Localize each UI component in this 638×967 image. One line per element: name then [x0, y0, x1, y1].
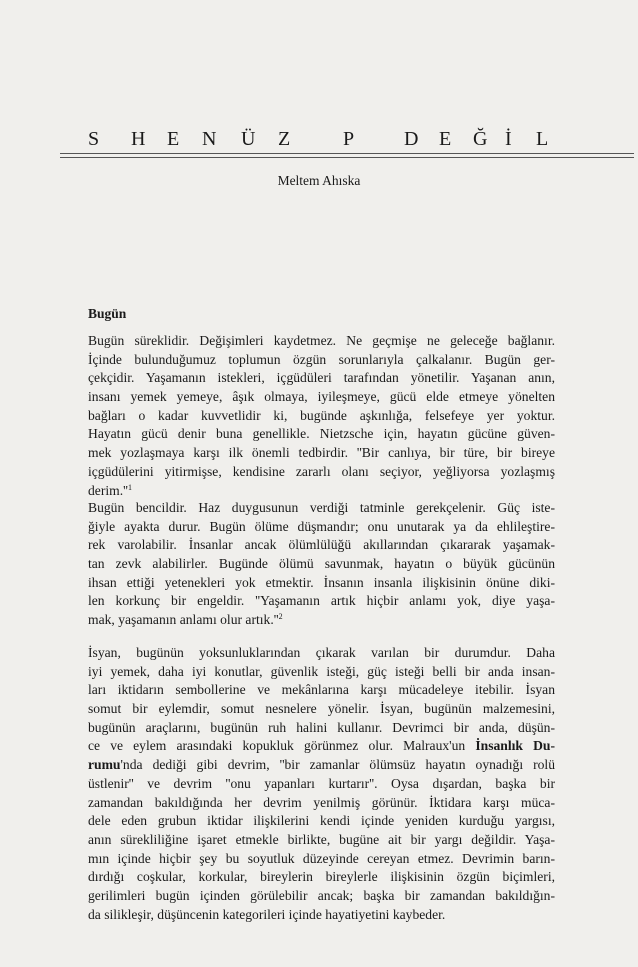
title-letter: S — [88, 128, 100, 150]
text-line — [88, 482, 555, 501]
text-line: mek yozlaşmaya karşı ilk önemli tedbirdir. ''Bir canlıya, bir türe, bir bireye — [88, 445, 555, 461]
text-line: mın içinde hiçbir şey bu soyutluk düzeyinde cereyan etmez. Devrimin barın- — [88, 850, 555, 866]
text-line: bugünün araçlarını, bugünün ruh halini kullanır. Devrimci bir anda, düşün- — [88, 719, 555, 735]
text-line: İçinde bulunduğumuz toplumun özgün sorunlarıyla çalkalanır. Bugün ger- — [88, 351, 555, 367]
title-letter: İ — [505, 128, 512, 150]
text-line: dele eden grubun iktidar ilişkilerini kendi içinde yeniden kurduğu yargısı, — [88, 813, 555, 829]
text-line: çekçidir. Yaşamanın istekleri, içgüdüleri tarafından yönetilir. Yaşanan anın, — [88, 370, 555, 386]
text-line: tan zevk alabilirler. Bugünde ölümü savunmak, hayatın o büyük gücünün — [88, 556, 555, 572]
title-letter: N — [202, 128, 217, 150]
title-letter: E — [167, 128, 180, 150]
text-line: ğiyle ayakta durur. Bugün ölüme düşmandır; onu unutarak ya da ehlileştire- — [88, 518, 555, 534]
text-line: gerilimleri bugün içinden görülebilir ancak; başka bir zamandan bakıldığın- — [88, 887, 555, 903]
paragraph-1 — [88, 332, 555, 500]
text-line: rek varolabilir. İnsanlar ancak ölümlülüğü akıllarından çıkararak yaşamak- — [88, 537, 555, 553]
text-line: bağları o kadar kuvvetlidir ki, bugünde aşkınlığa, felsefeye yer yoktur. — [88, 407, 555, 423]
title-rule-top — [60, 153, 634, 154]
title-rule-bottom — [60, 157, 634, 158]
text-line — [88, 737, 555, 756]
title-letter: D — [404, 128, 419, 150]
text-line — [88, 756, 555, 775]
text-fragment: derim.'' — [88, 482, 129, 498]
text-line: somut bir eylemdir, somut nesnelere yönelir. İsyan, bugünün malzemesini, — [88, 701, 555, 717]
book-title-bold: İnsanlık Du- — [475, 738, 556, 754]
paragraph-3 — [88, 644, 555, 924]
text-line: Bugün bencildir. Haz duygusunun verdiği tatminle gerekçelenir. Güç iste- — [88, 500, 555, 515]
text-line: Hayatın gücü denir buna genellikle. Nietzsche için, hayatın gücüne güven- — [88, 426, 555, 442]
footnote-marker: 2 — [278, 612, 283, 622]
title-letter: H — [131, 128, 146, 150]
book-title-bold: rumu — [88, 757, 121, 773]
title-letter: L — [536, 128, 549, 150]
text-line: insanı yemek yemeye, âşık olmaya, iyileşmeye, gücü elde etmeye yönelten — [88, 389, 555, 405]
text-line: ları iktidarın sembollerine ve mekânlarına karşı mücadeleye itebilir. İsyan — [88, 682, 555, 698]
text-line: üstlenir'' ve devrim ''onu yapanları kurtarır''. Oysa dışardan, başka bir — [88, 775, 555, 791]
text-line: ihsan ettiği yetenekleri yok etmektir. İnsanın insanla ilişkisinin önüne diki- — [88, 574, 555, 590]
text-fragment: ce ve eylem arasındaki kopukluk görünmez olur. Malraux'un — [88, 738, 466, 754]
text-line: zamandan bakıldığında her devrim yenilmiş görünür. İktidara karşı müca- — [88, 794, 555, 810]
text-line: iyi yemek, daha iyi konutlar, güvenlik isteği, güç isteği belli bir anda insan- — [88, 663, 555, 679]
author-name: Meltem Ahıska — [277, 173, 361, 188]
title-letter: Z — [278, 128, 291, 150]
text-line — [88, 611, 555, 630]
text-fragment: 'nda dediği gibi devrim, ''bir zamanlar ölümsüz hayatın oynadığı rolü — [120, 757, 555, 773]
text-line: Bugün süreklidir. Değişimleri kaydetmez. Ne geçmişe ne geleceğe bağlanır. — [88, 333, 555, 348]
text-line: İsyan, bugünün yoksunluklarından çıkarak varılan bir durumdur. Daha — [88, 645, 555, 660]
text-line: içgüdülerini yitirmişse, kendisine zararlı olanı seçiyor, yeğliyorsa yozlaşmış — [88, 463, 555, 479]
text-line: dırdığı coşkular, korkular, bireylerin bireylerle ilişkisinin özgün biçimleri, — [88, 869, 555, 885]
title-letter: Ğ — [473, 128, 488, 150]
text-line: len korkunç bir engeldir. ''Yaşamanın artık hiçbir anlamı yok, diye yaşa- — [88, 593, 555, 609]
title-letter: E — [439, 128, 452, 150]
title-letter: P — [343, 128, 355, 150]
title-letter: Ü — [241, 128, 256, 150]
section-heading: Bugün — [88, 306, 127, 321]
text-line: anın sürekliliğine işaret etmekle birlikte, bugüne ait bir yargı değildir. Yaşa- — [88, 831, 555, 847]
paragraph-2 — [88, 499, 555, 630]
text-line: da silikleşir, düşüncenin kategorileri içinde hayatiyetini kaybeder. — [88, 906, 446, 922]
footnote-marker: 1 — [128, 482, 133, 492]
text-fragment: mak, yaşamanın anlamı olur artık.'' — [88, 612, 279, 628]
